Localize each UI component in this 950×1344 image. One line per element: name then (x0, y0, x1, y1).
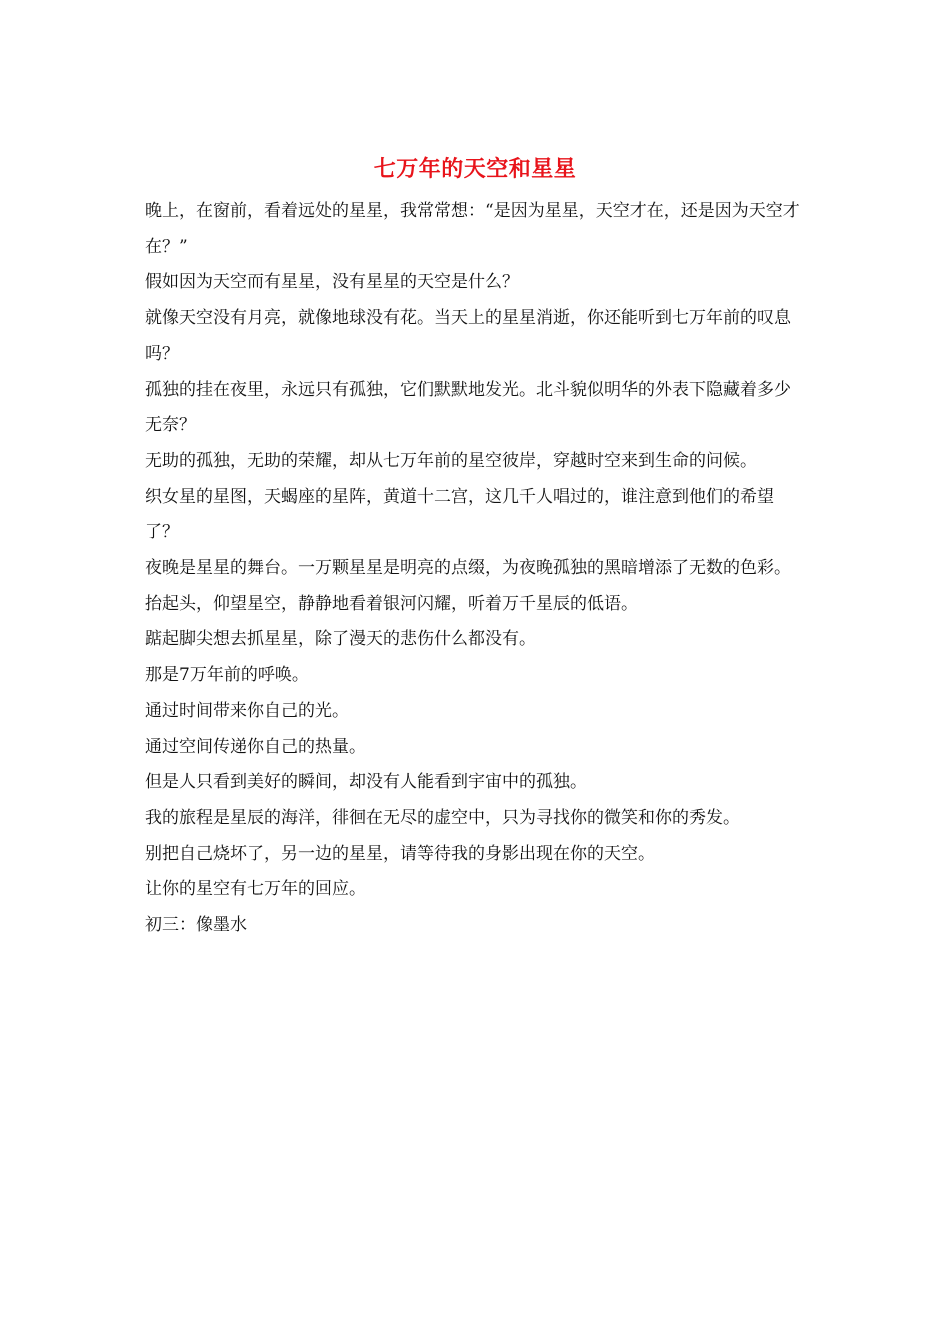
paragraph: 那是7万年前的呼唤。 (145, 665, 309, 686)
author-line: 初三：像墨水 (145, 915, 247, 936)
paragraph: 但是人只看到美好的瞬间，却没有人能看到宇宙中的孤独。 (145, 772, 587, 793)
document-title: 七万年的天空和星星 (373, 157, 577, 182)
paragraph: 孤独的挂在夜里，永远只有孤独，它们默默地发光。北斗貌似明华的外表下隐藏着多少无奈？ (145, 379, 791, 436)
paragraph: 无助的孤独，无助的荣耀，却从七万年前的星空彼岸，穿越时空来到生命的问候。 (145, 450, 757, 471)
paragraph: 抬起头，仰望星空，静静地看着银河闪耀，听着万千星辰的低语。 (145, 593, 638, 614)
paragraph: 晚上，在窗前，看着远处的星星，我常常想：“是因为星星，天空才在，还是因为天空才在？” (145, 201, 800, 257)
paragraph: 我的旅程是星辰的海洋，徘徊在无尽的虚空中，只为寻找你的微笑和你的秀发。 (145, 807, 740, 828)
paragraph: 通过空间传递你自己的热量。 (145, 736, 366, 757)
paragraph: 就像天空没有月亮，就像地球没有花。当天上的星星消逝，你还能听到七万年前的叹息吗？ (145, 308, 791, 364)
paragraph: 别把自己烧坏了，另一边的星星，请等待我的身影出现在你的天空。 (145, 843, 655, 864)
paragraph: 假如因为天空而有星星，没有星星的天空是什么？ (145, 272, 519, 293)
paragraph: 夜晚是星星的舞台。一万颗星星是明亮的点缀，为夜晚孤独的黑暗增添了无数的色彩。 (145, 558, 791, 579)
paragraph: 踮起脚尖想去抓星星，除了漫天的悲伤什么都没有。 (145, 629, 536, 650)
paragraph: 通过时间带来你自己的光。 (145, 700, 349, 721)
paragraph: 让你的星空有七万年的回应。 (145, 879, 366, 900)
document-body (145, 194, 807, 944)
paragraph: 织女星的星图，天蝎座的星阵，黄道十二宫，这几千人唱过的，谁注意到他们的希望了？ (145, 486, 774, 543)
